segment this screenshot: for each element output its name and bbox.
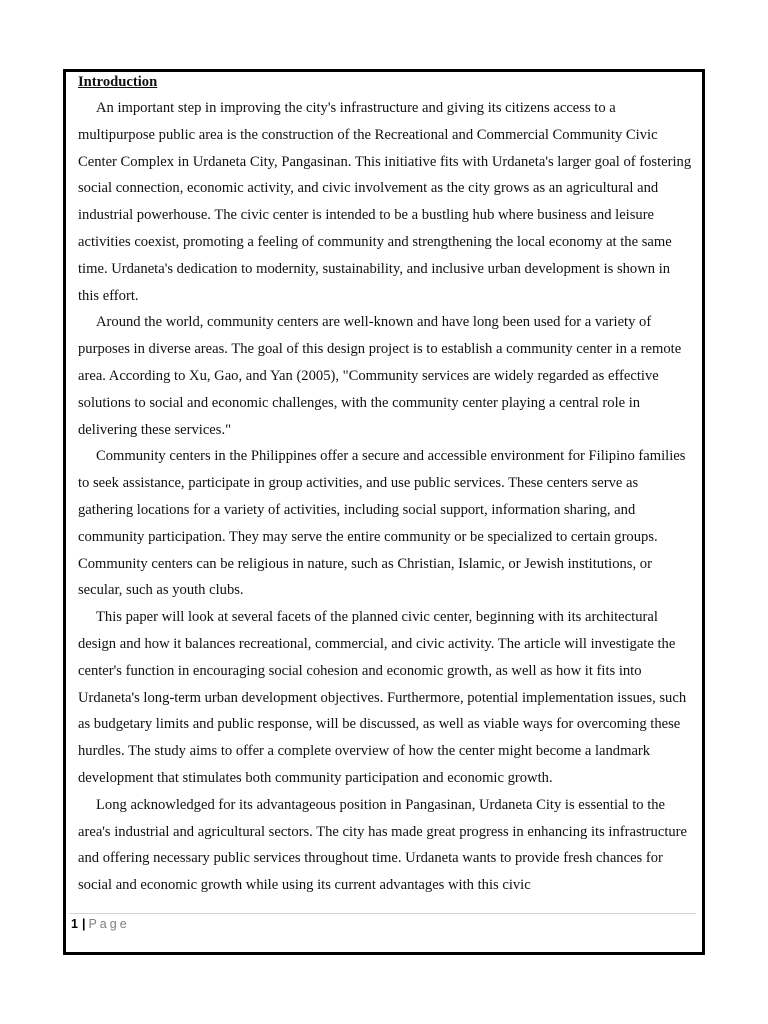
footer-divider xyxy=(69,913,696,914)
paragraph-3: Community centers in the Philippines offer a secure and accessible environment for Filipino families to seek assistance, participate in group activities, and use public services. These centers serve as gathering locations for a variety of activities, including social support, information sharing, and community participation. They may serve the entire community or be specialized to certain groups. Community centers can be religious in nature, such as Christian, Islamic, or Jewish institutions, or secular, such as youth clubs. xyxy=(78,448,686,599)
footer-separator: | xyxy=(81,917,86,931)
paragraph-5: Long acknowledged for its advantageous position in Pangasinan, Urdaneta City is essential to the area's industrial and agricultural sectors. The city has made great progress in enhancing its infrastructure and offering necessary public services throughout time. Urdaneta wants to provide fresh chances for social and economic growth while using its current advantages with this civic xyxy=(78,796,688,894)
section-heading: Introduction xyxy=(78,74,158,90)
paragraph-2: Around the world, community centers are well-known and have long been used for a variety of purposes in diverse areas. The goal of this design project is to establish a community center in a remote area. According to Xu, Gao, and Yan (2005), "Community services are widely regarded as effective solutions to social and economic challenges, with the community center playing a central role in delivering these services." xyxy=(78,314,682,438)
paragraph-1: An important step in improving the city's infrastructure and giving its citizens access to a multipurpose public area is the construction of the Recreational and Commercial Community Civic Center Complex in Urdaneta City, Pangasinan. This initiative fits with Urdaneta's larger goal of fostering social connection, economic activity, and civic involvement as the city grows as an agricultural and industrial powerhouse. The civic center is intended to be a bustling hub where business and leisure activities coexist, promoting a feeling of community and strengthening the local economy at the same time. Urdaneta's dedication to modernity, sustainability, and inclusive urban development is shown in this effort. xyxy=(78,100,692,304)
document-body xyxy=(78,71,694,899)
paragraph-4: This paper will look at several facets of the planned civic center, beginning with its architectural design and how it balances recreational, commercial, and civic activity. The article will investigate the center's function in encouraging social cohesion and economic growth, as well as how it fits into Urdaneta's long-term urban development objectives. Furthermore, potential implementation issues, such as budgetary limits and public response, will be discussed, as well as viable ways for overcoming these hurdles. The study aims to offer a complete overview of how the center might become a landmark development that stimulates both community participation and economic growth. xyxy=(78,609,687,786)
page-number: 1 xyxy=(71,917,78,931)
page-footer xyxy=(71,915,130,933)
page-label: Page xyxy=(88,917,130,931)
